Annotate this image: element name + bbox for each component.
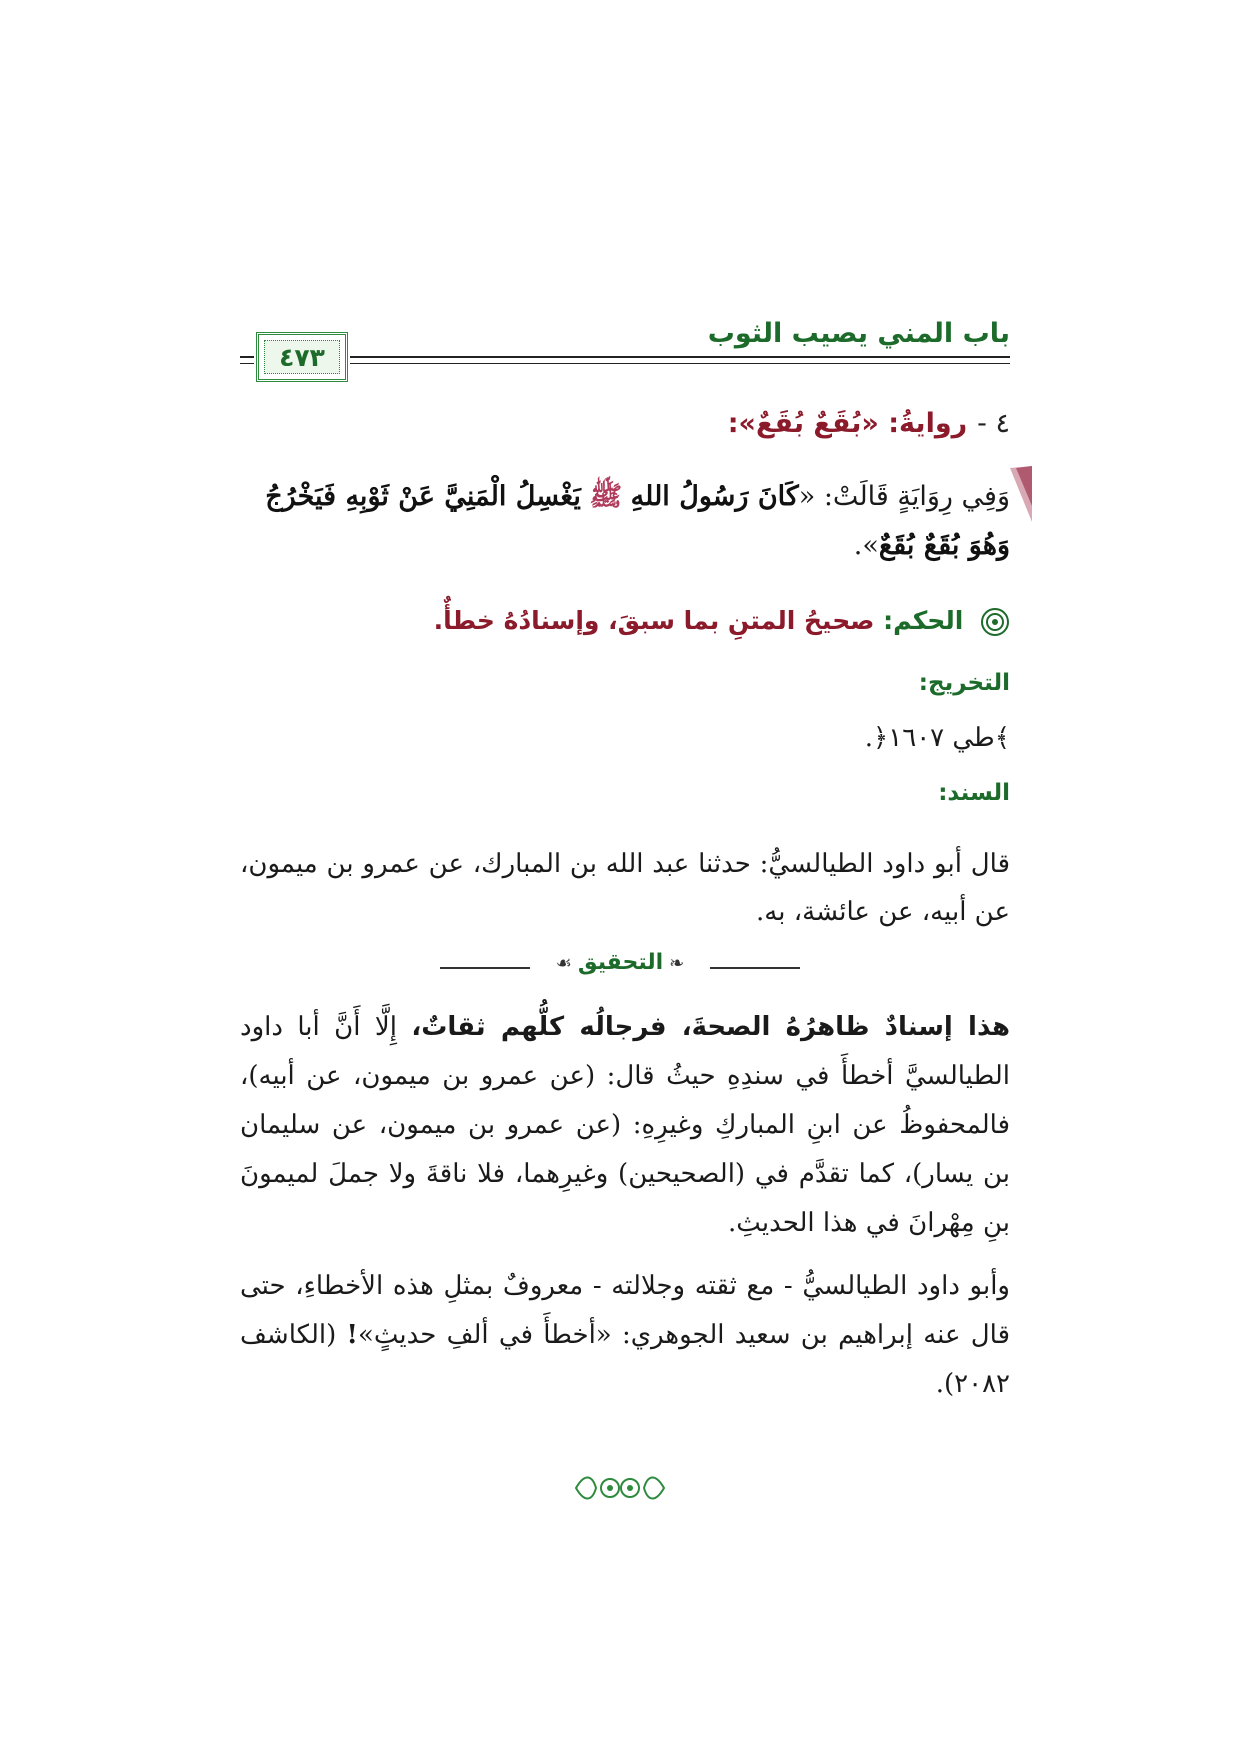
tahqiq-lead: هذا إسنادٌ ظاهرُهُ الصحةَ، فرجالُه كلُّهم ثقاتٌ،: [411, 1012, 1010, 1042]
tahqiq-exclamation: !: [346, 1320, 358, 1350]
tahqiq-paragraph: [240, 1262, 1010, 1409]
ruling-text: صحيحُ المتنِ بما سبقَ، وإسنادُهُ خطأٌ.: [433, 606, 875, 635]
chapter-title: باب المني يصيب الثوب: [707, 318, 1010, 349]
tahqiq-divider: [440, 950, 800, 984]
hadith-matn-b: يَغْسِلُ الْمَنِيَّ عَنْ ثَوْبِهِ فَيَخْرُجُ وَهُوَ بُقَعٌ بُقَعٌ: [265, 481, 1010, 561]
divider-ornament-icon: ❧: [669, 953, 685, 974]
page-header: [240, 300, 1010, 390]
hadith-matn-a: كَانَ رَسُولُ اللهِ: [630, 481, 799, 512]
page-number-badge: [256, 332, 348, 382]
page-number: ٤٧٣: [279, 342, 325, 372]
sanad-text: قال أبو داود الطيالسيُّ: حدثنا عبد الله بن المبارك، عن عمرو بن ميمون، عن أبيه، عن عائشة، به.: [240, 849, 1010, 927]
takhrij-reference: ﴾طي ١٦٠٧﴿.: [864, 723, 1010, 753]
ruling-line: [240, 606, 1010, 637]
tahqiq-paragraph-2c: (الكاشف ٢٠٨٢).: [240, 1320, 1010, 1399]
sanad-label: السند:: [938, 780, 1010, 806]
divider-line: [440, 967, 530, 969]
hadith-outro: ».: [853, 530, 879, 561]
ruling-label: الحكم:: [883, 606, 964, 635]
tahqiq-body: [240, 1003, 1010, 1423]
tahqiq-title: التحقيق: [577, 950, 664, 975]
header-rule-thin: [240, 363, 1010, 364]
section-title: روايةُ: «بُقَعٌ بُقَعٌ»:: [727, 408, 968, 439]
honorific-glyph: ﷺ: [589, 481, 623, 512]
section-number: ٤ -: [977, 408, 1010, 439]
flower-icon: [980, 607, 1010, 637]
tahqiq-paragraph: [240, 1003, 1010, 1248]
header-rule: [240, 356, 1010, 358]
tahqiq-paragraph-1: إِلَّا أَنَّ أبا داود الطيالسيَّ أخطأَ في سندِهِ حيثُ قال: (عن عمرو بن ميمون، عن أبيه)، فالمحفوظُ عن ابنِ المباركِ وغيرِهِ: (عن عمرو بن ميمون، عن سليمان بن يسار)، كما تقدَّم في (الصحيحين) وغيرِهما، فلا ناقةَ ولا جملَ لميمونَ بنِ مِهْرانَ في هذا الحديثِ.: [240, 1012, 1010, 1238]
section-heading: [240, 408, 1010, 439]
divider-title-wrap: [530, 950, 710, 975]
tahqiq-paragraph-2a: وأبو داود الطيالسيُّ - مع ثقته وجلالته - معروفٌ بمثلِ هذه الأخطاءِ، حتى قال عنه إبراهيم بن سعيد الجوهري: «أخطأَ في ألفِ حديثٍ»: [240, 1271, 1010, 1350]
takhrij-label: التخريج:: [918, 670, 1010, 696]
hadith-intro: وَفِي رِوَايَةٍ قَالَتْ: «: [798, 481, 1010, 512]
end-ornament-icon: [570, 1470, 670, 1506]
corner-ornament-icon: [1008, 466, 1032, 522]
divider-ornament-icon: ☙: [555, 953, 572, 974]
hadith-text: [240, 472, 1010, 570]
divider-line: [710, 967, 800, 969]
